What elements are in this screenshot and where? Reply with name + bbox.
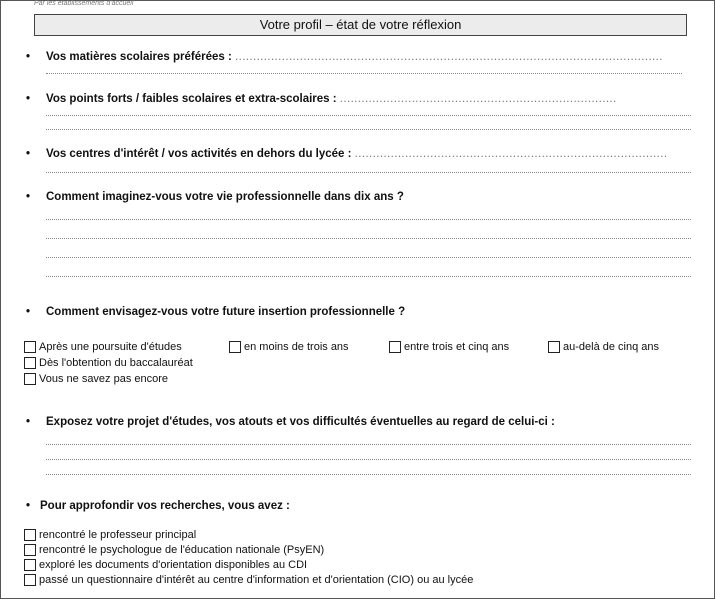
checkbox-label: rencontré le professeur principal	[39, 529, 197, 541]
checkbox-met-teacher[interactable]	[24, 529, 196, 541]
checkbox[interactable]	[24, 529, 36, 541]
question-study-project	[26, 416, 555, 428]
checkbox[interactable]	[229, 341, 241, 353]
question-insertion	[26, 306, 405, 318]
bullet: •	[26, 148, 31, 160]
question-strengths-weaknesses	[26, 93, 617, 105]
checkbox-label: passé un questionnaire d'intérêt au centre d'information et d'orientation (CIO) ou au lycée	[39, 574, 474, 586]
checkbox-label: au-delà de cinq ans	[563, 341, 660, 353]
bullet: •	[26, 93, 31, 105]
question-label: Comment envisagez-vous votre future insertion professionnelle ?	[46, 306, 406, 318]
question-label: Comment imaginez-vous votre vie professionnelle dans dix ans ?	[46, 191, 404, 203]
checkbox-after-bac[interactable]	[24, 357, 193, 369]
checkbox-three-five-years[interactable]	[389, 341, 509, 353]
answer-line[interactable]	[46, 473, 691, 475]
checkbox[interactable]	[24, 574, 36, 586]
checkbox-met-psyen[interactable]	[24, 544, 324, 556]
question-label: Exposez votre projet d'études, vos atouts et vos difficultés éventuelles au regard de celui-ci :	[46, 416, 555, 428]
checkbox-less-three-years[interactable]	[229, 341, 349, 353]
answer-dots[interactable]: .............................................................................	[339, 93, 617, 105]
answer-dots[interactable]: .......................................................................................................................	[235, 51, 663, 63]
answer-line[interactable]	[46, 171, 691, 173]
question-favorite-subjects	[26, 51, 663, 63]
checkbox[interactable]	[389, 341, 401, 353]
answer-line[interactable]	[46, 128, 691, 130]
bullet: •	[26, 51, 31, 63]
checkbox-after-studies[interactable]	[24, 341, 182, 353]
question-label: Pour approfondir vos recherches, vous avez :	[40, 500, 290, 512]
answer-line[interactable]	[46, 256, 691, 258]
checkbox[interactable]	[24, 341, 36, 353]
question-research	[26, 500, 290, 512]
question-label: Vos matières scolaires préférées :	[46, 51, 232, 63]
checkbox-label: entre trois et cinq ans	[404, 341, 510, 353]
question-label: Vos centres d'intérêt / vos activités en dehors du lycée :	[46, 148, 352, 160]
checkbox-label: Après une poursuite d'études	[39, 341, 182, 353]
answer-line[interactable]	[46, 275, 691, 277]
answer-line[interactable]	[46, 218, 691, 220]
answer-line[interactable]	[46, 114, 691, 116]
question-label: Vos points forts / faibles scolaires et extra-scolaires :	[46, 93, 337, 105]
bullet: •	[26, 416, 31, 428]
checkbox-questionnaire[interactable]	[24, 574, 473, 586]
footnote: Par les établissements d'accueil	[34, 0, 134, 7]
checkbox-label: Vous ne savez pas encore	[39, 373, 169, 385]
checkbox-label: exploré les documents d'orientation disponibles au CDI	[39, 559, 308, 571]
answer-line[interactable]	[46, 72, 682, 74]
answer-dots[interactable]: .......................................................................................	[354, 148, 668, 160]
checkbox-more-five-years[interactable]	[548, 341, 659, 353]
checkbox-label: rencontré le psychologue de l'éducation nationale (PsyEN)	[39, 544, 325, 556]
answer-line[interactable]	[46, 443, 691, 445]
question-interests	[26, 148, 667, 160]
bullet: •	[26, 500, 31, 512]
checkbox[interactable]	[24, 357, 36, 369]
section-title: Votre profil – état de votre réflexion	[34, 14, 687, 36]
answer-line[interactable]	[46, 237, 691, 239]
checkbox-label: en moins de trois ans	[244, 341, 349, 353]
checkbox[interactable]	[24, 544, 36, 556]
bullet: •	[26, 306, 31, 318]
checkbox[interactable]	[24, 559, 36, 571]
answer-line[interactable]	[46, 458, 691, 460]
bullet: •	[26, 191, 31, 203]
checkbox[interactable]	[548, 341, 560, 353]
question-professional-life	[26, 191, 404, 203]
checkbox[interactable]	[24, 373, 36, 385]
checkbox-dont-know[interactable]	[24, 373, 168, 385]
checkbox-explored-cdi[interactable]	[24, 559, 307, 571]
checkbox-label: Dès l'obtention du baccalauréat	[39, 357, 193, 369]
